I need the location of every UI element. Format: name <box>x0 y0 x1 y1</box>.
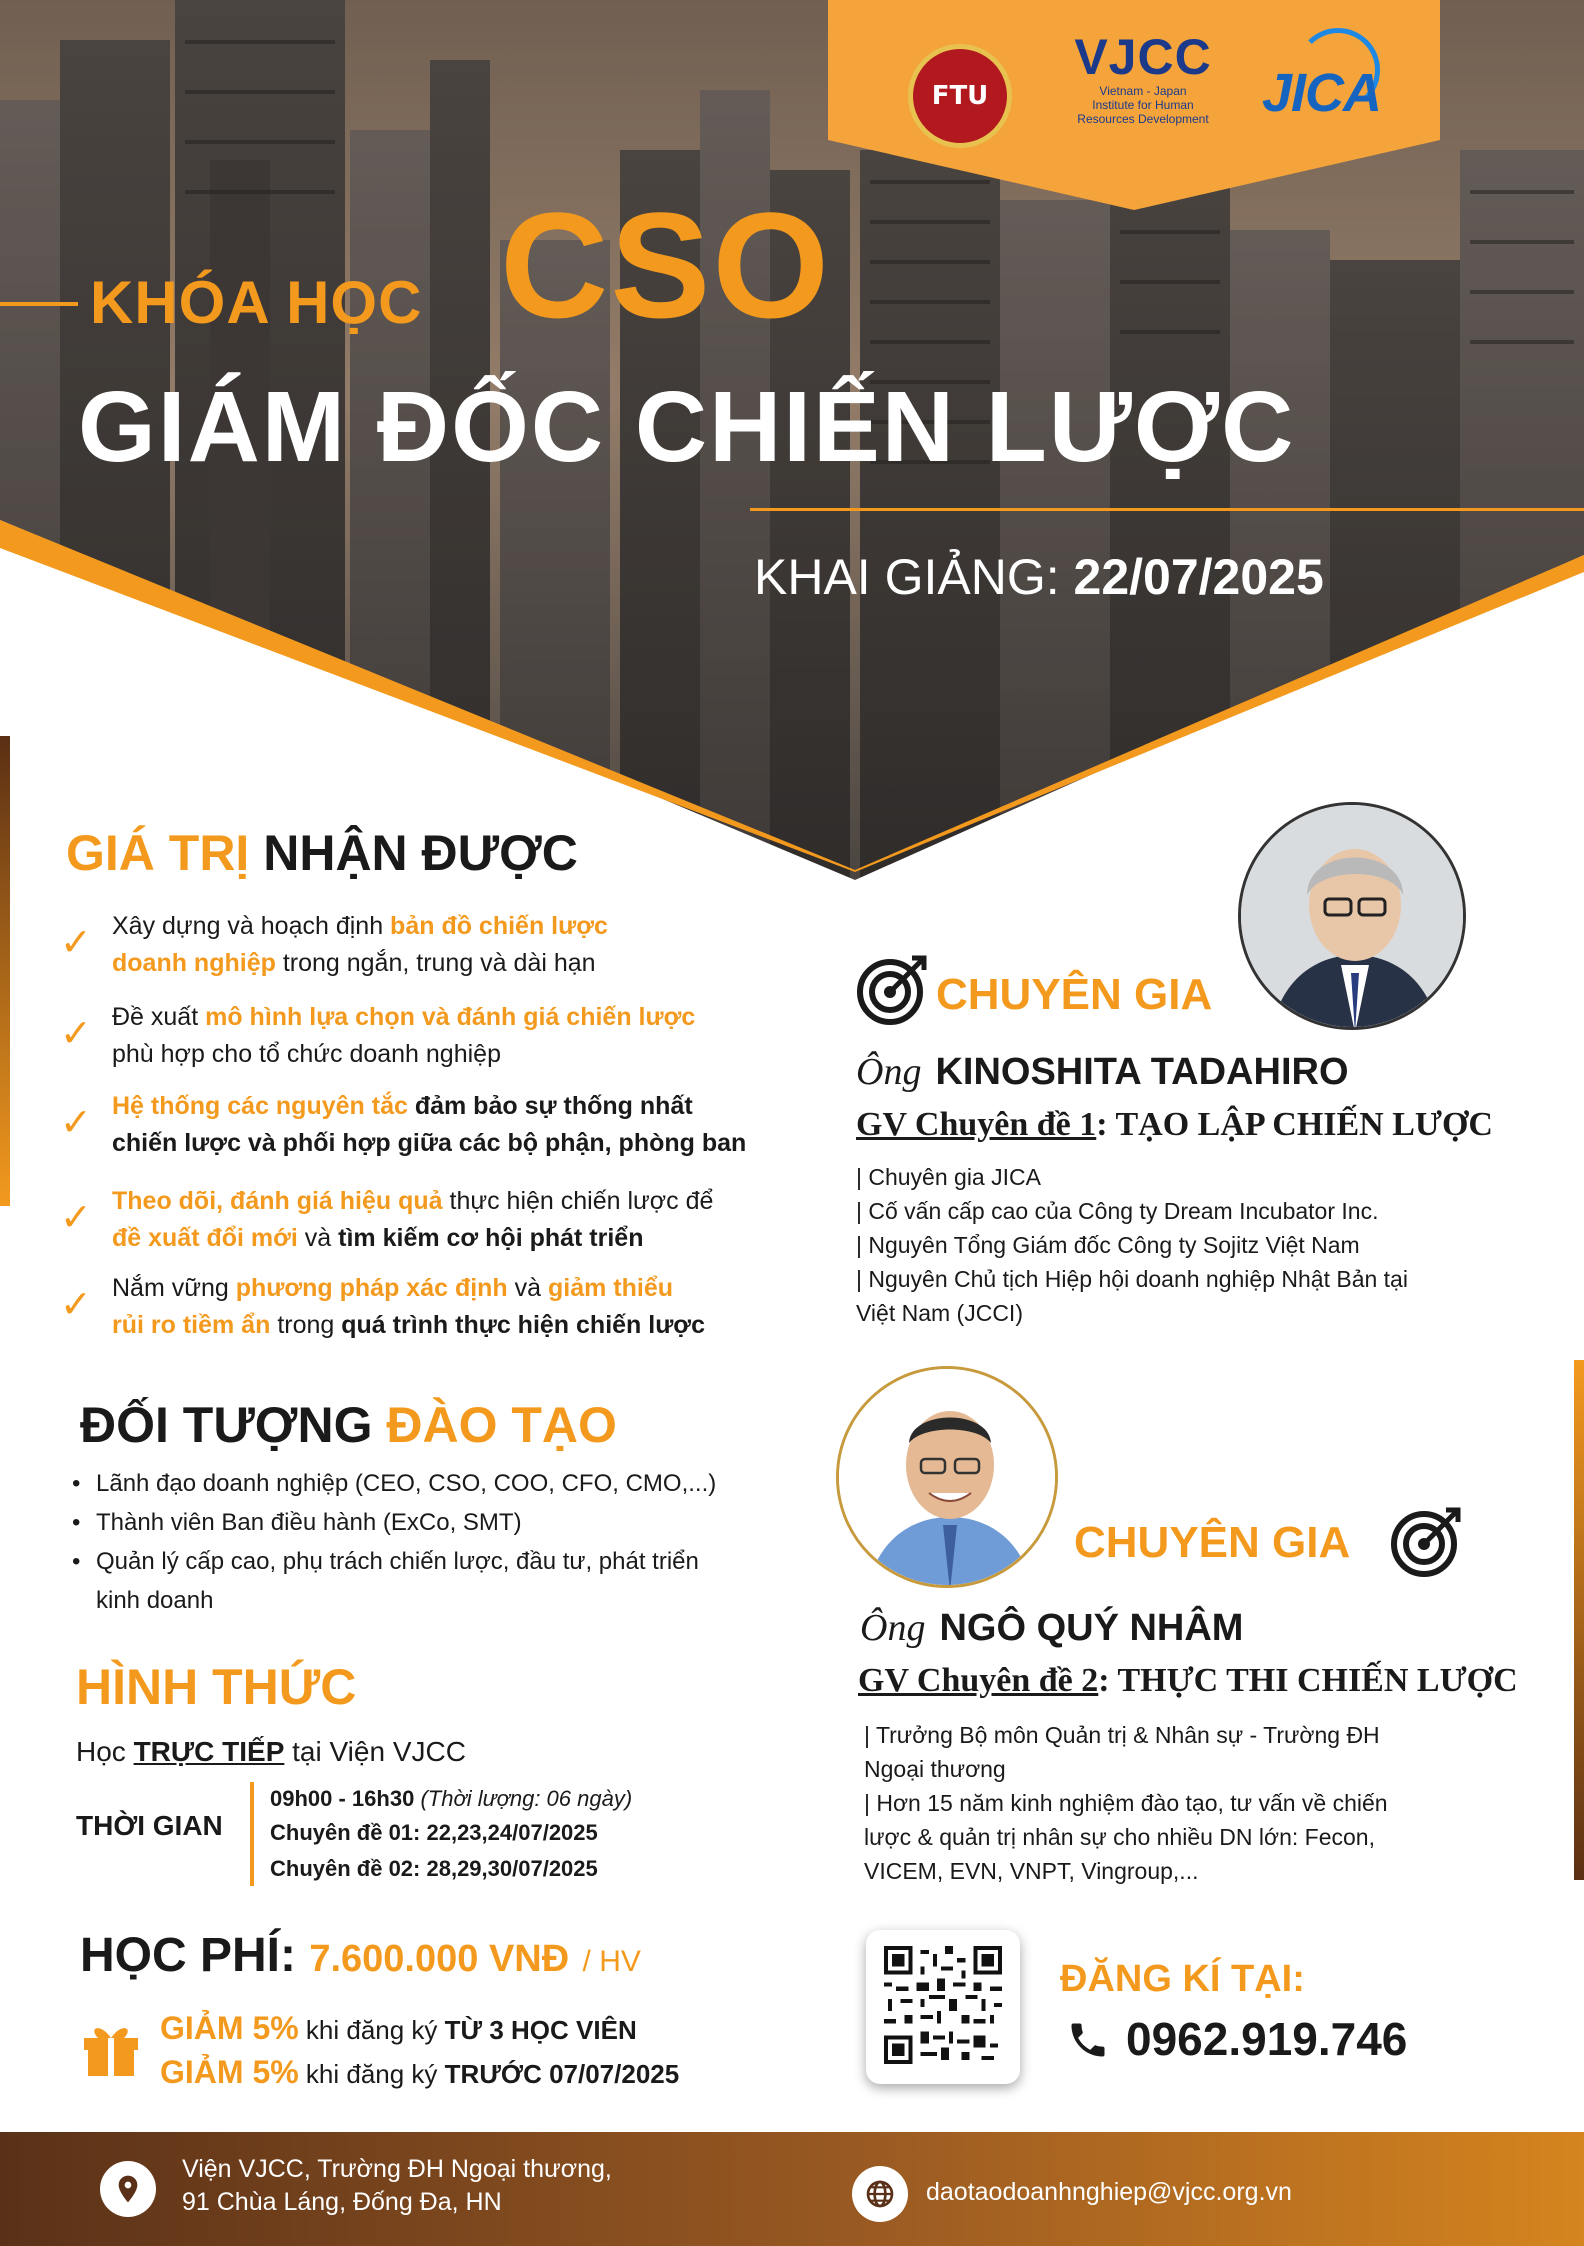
expert-photo <box>836 1366 1058 1588</box>
location-icon <box>100 2161 156 2217</box>
address: Viện VJCC, Trường ĐH Ngoại thương, 91 Chùa Láng, Đống Đa, HN <box>182 2155 612 2216</box>
course-title: GIÁM ĐỐC CHIẾN LƯỢC <box>78 371 1296 483</box>
course-label: KHÓA HỌC <box>90 269 423 336</box>
format-mode: Học TRỰC TIẾP tại Viện VJCC <box>76 1736 466 1767</box>
expert-topic: GV Chuyên đề 1: TẠO LẬP CHIẾN LƯỢC <box>856 1106 1493 1143</box>
side-accent-left <box>0 736 10 1206</box>
time-divider <box>250 1782 254 1886</box>
benefits-heading: GIÁ TRỊ NHẬN ĐƯỢC <box>66 825 578 881</box>
expert-title: CHUYÊN GIA <box>936 970 1213 1019</box>
check-icon: ✓ <box>60 1011 92 1055</box>
check-icon: ✓ <box>60 1100 92 1144</box>
discount-line: GIẢM 5% khi đăng ký TỪ 3 HỌC VIÊN <box>160 2010 637 2046</box>
expert-bio: | Chuyên gia JICA | Cố vấn cấp cao của Công ty Dream Incubator Inc. | Nguyên Tổng Giám đốc Công ty Sojitz Việt Nam | Nguyên Chủ tịch Hiệp hội doanh nghiệp Nhật Bản tại Việt Nam (JCCI) <box>856 1164 1408 1326</box>
expert-name: Ông NGÔ QUÝ NHÂM <box>860 1607 1244 1649</box>
phone-icon <box>1066 2018 1110 2062</box>
check-icon: ✓ <box>60 1282 92 1326</box>
expert-topic: GV Chuyên đề 2: THỰC THI CHIẾN LƯỢC <box>858 1662 1518 1699</box>
target-icon <box>856 952 930 1026</box>
side-accent-right <box>1574 1360 1584 1880</box>
globe-icon <box>852 2166 908 2222</box>
topic2-dates: Chuyên đề 02: 28,29,30/07/2025 <box>270 1856 598 1881</box>
gift-icon <box>80 2018 142 2078</box>
ftu-logo: FTU <box>908 44 1012 148</box>
audience-item: • Thành viên Ban điều hành (ExCo, SMT) <box>70 1503 790 1542</box>
title-accent-line <box>0 302 78 306</box>
audience-item-continued: kinh doanh <box>96 1587 214 1614</box>
time-label: THỜI GIAN <box>76 1810 223 1841</box>
check-icon: ✓ <box>60 1195 92 1239</box>
audience-item: • Lãnh đạo doanh nghiệp (CEO, CSO, COO, CFO, CMO,...) <box>70 1464 790 1503</box>
opening-date: KHAI GIẢNG: 22/07/2025 <box>754 549 1324 605</box>
expert-bio: | Trưởng Bộ môn Quản trị & Nhân sự - Trường ĐH Ngoại thương | Hơn 15 năm kinh nghiệm đào tạo, tư vấn về chiến lược & quản trị nhân sự cho nhiều DN lớn: Fecon, VICEM, EVN, VNPT, Vingroup,... <box>864 1722 1388 1884</box>
audience-heading: ĐỐI TƯỢNG ĐÀO TẠO <box>80 1397 617 1453</box>
check-icon: ✓ <box>60 920 92 964</box>
expert-photo <box>1238 802 1466 1030</box>
register-label: ĐĂNG KÍ TẠI: <box>1060 1958 1305 2000</box>
vjcc-logo: VJCC Vietnam - Japan Institute for Human Resources Development <box>1074 29 1212 126</box>
course-code: CSO <box>500 181 832 349</box>
discount-line: GIẢM 5% khi đăng ký TRƯỚC 07/07/2025 <box>160 2054 680 2090</box>
registration-qr-code[interactable] <box>866 1930 1020 2084</box>
email-link[interactable]: daotaodoanhnghiep@vjcc.org.vn <box>926 2178 1292 2206</box>
time-hours: 09h00 - 16h30 (Thời lượng: 06 ngày) <box>270 1786 633 1811</box>
expert-name: Ông KINOSHITA TADAHIRO <box>856 1051 1349 1093</box>
expert-title: CHUYÊN GIA <box>1074 1518 1351 1567</box>
audience-item: • Quản lý cấp cao, phụ trách chiến lược, đầu tư, phát triển <box>70 1542 790 1581</box>
opening-accent-line <box>750 508 1584 511</box>
jica-logo: JICA <box>1262 63 1382 123</box>
topic1-dates: Chuyên đề 01: 22,23,24/07/2025 <box>270 1820 598 1845</box>
format-heading: HÌNH THỨC <box>76 1659 357 1715</box>
target-icon <box>1390 1504 1464 1578</box>
phone-number[interactable]: 0962.919.746 <box>1126 2013 1408 2065</box>
tuition-fee: HỌC PHÍ: 7.600.000 VNĐ / HV <box>80 1929 641 1982</box>
